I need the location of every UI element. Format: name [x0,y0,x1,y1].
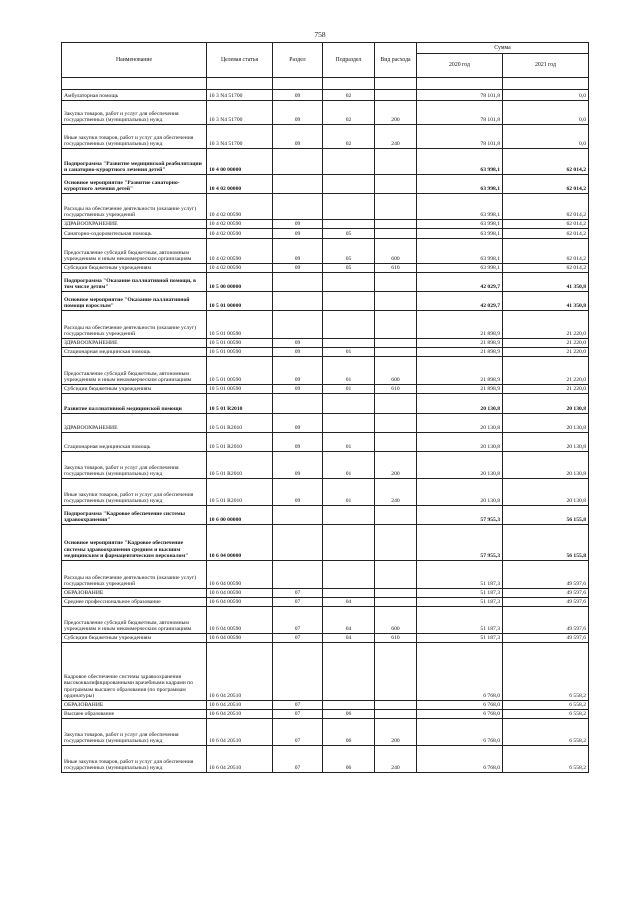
row-subsection: 04 [323,598,375,607]
row-expense-type [375,414,417,433]
row-name: ЗДРАВООХРАНЕНИЕ [62,220,207,229]
row-expense-type [375,229,417,239]
table-row [62,175,589,194]
row-sum-2021: 21 220,0 [503,357,589,385]
row-expense-type: 240 [375,479,417,506]
row-sum-2021: 62 014,2 [503,239,589,264]
row-sum-2021: 6 558,2 [503,710,589,719]
table-row [62,607,589,634]
row-sum-2020: 63 998,1 [417,239,503,264]
row-target-code: 10 4 00 00000 [207,149,273,175]
row-expense-type [375,433,417,452]
row-name: Основное мероприятие "Развитие санаторно-курортного лечения детей" [62,175,207,194]
row-subsection: 06 [323,746,375,773]
row-section: 09 [273,452,323,479]
table-row [62,264,589,273]
row-expense-type [375,710,417,719]
row-name: Иные закупки товаров, работ и услуг для обеспечения государственных (муниципальных) нужд [62,746,207,773]
row-section [273,643,323,701]
row-expense-type [375,506,417,525]
row-target-code: 10 3 N4 51700 [207,90,273,101]
row-subsection: 02 [323,101,375,125]
row-section: 09 [273,433,323,452]
row-name: Амбулаторная помощь [62,90,207,101]
row-sum-2020: 6 768,0 [417,701,503,710]
row-sum-2020: 78 101,8 [417,125,503,149]
row-sum-2021: 56 155,8 [503,506,589,525]
row-sum-2021: 21 220,0 [503,348,589,357]
row-target-code: 10 6 04 00000 [207,525,273,561]
row-sum-2020: 20 130,8 [417,433,503,452]
row-name: Подпрограмма "Оказание паллиативной помощи, в том числе детям" [62,273,207,292]
row-name: Субсидии бюджетным учреждениям [62,634,207,643]
row-name: Иные закупки товаров, работ и услуг для обеспечения государственных (муниципальных) нужд [62,125,207,149]
table-row [62,229,589,239]
row-sum-2020: 6 768,0 [417,746,503,773]
table-row [62,433,589,452]
row-expense-type [375,90,417,101]
row-target-code: 10 6 04 20510 [207,719,273,746]
row-sum-2021: 6 558,2 [503,643,589,701]
row-target-code: 10 4 02 00590 [207,239,273,264]
table-row [62,357,589,385]
row-subsection: 04 [323,634,375,643]
row-sum-2020: 42 029,7 [417,273,503,292]
row-name: Высшее образование [62,710,207,719]
row-section: 07 [273,746,323,773]
row-name: Основное мероприятие "Оказание паллиативной помощи взрослым" [62,292,207,311]
row-subsection [323,220,375,229]
row-sum-2020: 63 998,1 [417,149,503,175]
row-expense-type [375,598,417,607]
table-row [62,101,589,125]
row-expense-type: 200 [375,101,417,125]
row-target-code: 10 6 04 20510 [207,701,273,710]
table-row [62,194,589,220]
row-target-code: 10 6 04 00590 [207,561,273,589]
table-row [62,506,589,525]
row-name: Среднее профессиональное образование [62,598,207,607]
row-expense-type [375,175,417,194]
row-name: Кадровое обеспечение системы здравоохранения высококвалифицированными врачебными кадрами по программам высшего образования (по программам ординатуры) [62,643,207,701]
row-sum-2020: 51 187,3 [417,589,503,598]
row-sum-2021: 0,0 [503,125,589,149]
header-subsection: Подраздел [323,43,375,78]
row-sum-2020: 21 898,9 [417,339,503,348]
table-row [62,239,589,264]
row-expense-type [375,348,417,357]
row-expense-type: 610 [375,385,417,394]
row-sum-2020: 51 187,3 [417,634,503,643]
row-sum-2020: 21 898,9 [417,348,503,357]
row-subsection [323,561,375,589]
row-name: Стационарная медицинская помощь [62,433,207,452]
row-expense-type: 600 [375,239,417,264]
header-year-2020: 2020 год [417,54,503,78]
row-section: 07 [273,719,323,746]
row-target-code: 10 4 02 00590 [207,229,273,239]
row-sum-2020: 21 898,9 [417,357,503,385]
row-section: 09 [273,220,323,229]
row-subsection [323,311,375,339]
row-sum-2021: 49 597,6 [503,561,589,589]
row-sum-2020: 57 955,3 [417,506,503,525]
row-sum-2021: 62 014,2 [503,264,589,273]
row-expense-type: 200 [375,452,417,479]
row-sum-2020: 6 768,0 [417,719,503,746]
row-target-code: 10 3 N4 51700 [207,101,273,125]
row-target-code: 10 5 01 00590 [207,339,273,348]
table-row [62,643,589,701]
row-sum-2021: 20 130,8 [503,433,589,452]
page-number: 758 [314,30,326,39]
row-sum-2021: 0,0 [503,90,589,101]
row-target-code: 10 5 00 00000 [207,273,273,292]
row-subsection: 01 [323,357,375,385]
row-section [273,149,323,175]
header-section: Раздел [273,43,323,78]
row-subsection: 01 [323,479,375,506]
row-sum-2021: 56 155,8 [503,525,589,561]
row-target-code: 10 4 02 00590 [207,220,273,229]
row-target-code: 10 6 04 00590 [207,598,273,607]
row-sum-2021: 49 597,6 [503,598,589,607]
row-sum-2021: 49 597,6 [503,607,589,634]
row-section: 09 [273,101,323,125]
row-name: Основное мероприятие "Кадровое обеспечение системы здравоохранения средним и высшим медицинским и фармацевтическим персоналом" [62,525,207,561]
row-target-code: 10 6 04 00590 [207,607,273,634]
row-expense-type [375,149,417,175]
row-target-code: 10 5 01 00590 [207,311,273,339]
row-section: 09 [273,239,323,264]
row-name: ОБРАЗОВАНИЕ [62,701,207,710]
row-expense-type [375,311,417,339]
row-subsection [323,273,375,292]
row-name: Подпрограмма "Кадровое обеспечение системы здравоохранения" [62,506,207,525]
row-section: 09 [273,357,323,385]
table-row [62,273,589,292]
row-name: Подпрограмма "Развитие медицинской реабилитации и санаторно-курортного лечения детей" [62,149,207,175]
row-section: 09 [273,229,323,239]
row-section [273,506,323,525]
row-sum-2020: 78 101,8 [417,90,503,101]
row-subsection: 01 [323,348,375,357]
table-row [62,292,589,311]
row-name: Развитие паллиативной медицинской помощи [62,394,207,414]
row-name: ОБРАЗОВАНИЕ [62,589,207,598]
table-row [62,589,589,598]
header-name: Наименование [62,43,207,78]
row-target-code: 10 5 01 00590 [207,348,273,357]
row-target-code: 10 5 01 R2010 [207,394,273,414]
table-row [62,339,589,348]
row-sum-2021: 21 220,0 [503,339,589,348]
table-row [62,414,589,433]
table-row [62,394,589,414]
table-row [62,710,589,719]
row-sum-2020: 63 998,1 [417,194,503,220]
table-row [62,634,589,643]
row-target-code: 10 4 02 00590 [207,264,273,273]
row-sum-2020: 51 187,3 [417,598,503,607]
row-subsection [323,149,375,175]
row-target-code: 10 5 01 R2010 [207,479,273,506]
row-name: Расходы на обеспечение деятельности (оказание услуг) государственных учреждений [62,311,207,339]
row-name: ЗДРАВООХРАНЕНИЕ [62,414,207,433]
row-sum-2021: 62 014,2 [503,149,589,175]
row-target-code: 10 6 04 00590 [207,634,273,643]
row-sum-2021: 21 220,0 [503,311,589,339]
row-expense-type [375,339,417,348]
row-target-code: 10 3 N4 51700 [207,125,273,149]
header-target: Целевая статья [207,43,273,78]
table-row [62,598,589,607]
table-row [62,348,589,357]
table-row [62,149,589,175]
row-subsection [323,339,375,348]
row-subsection [323,701,375,710]
row-subsection: 05 [323,229,375,239]
row-expense-type [375,589,417,598]
row-subsection: 06 [323,710,375,719]
row-sum-2021: 0,0 [503,101,589,125]
table-row [62,561,589,589]
budget-table [61,42,589,773]
row-name: Иные закупки товаров, работ и услуг для обеспечения государственных (муниципальных) нужд [62,479,207,506]
row-section: 09 [273,339,323,348]
row-expense-type [375,220,417,229]
row-expense-type: 600 [375,607,417,634]
row-subsection: 06 [323,719,375,746]
row-name: Расходы на обеспечение деятельности (оказание услуг) государственных учреждений [62,561,207,589]
row-section: 09 [273,414,323,433]
row-sum-2020: 20 130,8 [417,414,503,433]
row-section: 07 [273,710,323,719]
row-section: 07 [273,589,323,598]
row-sum-2021: 20 130,8 [503,452,589,479]
row-sum-2020: 63 998,1 [417,220,503,229]
row-expense-type [375,643,417,701]
row-sum-2020: 63 998,1 [417,229,503,239]
table-row [62,90,589,101]
row-subsection [323,175,375,194]
row-sum-2020: 6 768,0 [417,643,503,701]
table-row [62,701,589,710]
header-sum: Сумма [417,43,589,54]
row-target-code: 10 5 01 00000 [207,292,273,311]
row-section: 09 [273,125,323,149]
table-row [62,125,589,149]
row-expense-type: 240 [375,125,417,149]
row-expense-type: 240 [375,746,417,773]
row-target-code: 10 6 00 00000 [207,506,273,525]
row-expense-type [375,701,417,710]
row-section [273,525,323,561]
row-sum-2021: 41 350,8 [503,273,589,292]
row-name: Предоставление субсидий бюджетным, автономным учреждениям и иным некоммерческим организациям [62,607,207,634]
row-sum-2020: 57 955,3 [417,525,503,561]
row-name: Субсидии бюджетным учреждениям [62,264,207,273]
row-name: Закупка товаров, работ и услуг для обеспечения государственных (муниципальных) нужд [62,452,207,479]
row-subsection [323,525,375,561]
row-sum-2021: 62 014,2 [503,175,589,194]
row-sum-2020: 63 998,1 [417,175,503,194]
row-name: Закупка товаров, работ и услуг для обеспечения государственных (муниципальных) нужд [62,101,207,125]
row-sum-2021: 6 558,2 [503,701,589,710]
table-row [62,220,589,229]
row-target-code: 10 5 01 00590 [207,385,273,394]
row-sum-2021: 21 220,0 [503,385,589,394]
table-body [62,90,589,773]
row-section: 09 [273,385,323,394]
table-row [62,452,589,479]
row-subsection: 04 [323,607,375,634]
row-expense-type: 610 [375,264,417,273]
row-expense-type [375,273,417,292]
row-sum-2020: 20 130,8 [417,479,503,506]
row-section: 09 [273,348,323,357]
row-expense-type: 610 [375,634,417,643]
row-section: 07 [273,607,323,634]
row-name: Субсидии бюджетным учреждениям [62,385,207,394]
row-section: 09 [273,479,323,506]
row-target-code: 10 5 01 00590 [207,357,273,385]
row-sum-2021: 20 130,8 [503,479,589,506]
row-sum-2020: 51 187,3 [417,607,503,634]
table-row [62,311,589,339]
row-sum-2020: 78 101,8 [417,101,503,125]
row-section [273,292,323,311]
row-target-code: 10 4 02 00000 [207,175,273,194]
header-year-2021: 2021 год [503,54,589,78]
row-name: Стационарная медицинская помощь [62,348,207,357]
row-target-code: 10 6 04 00590 [207,589,273,598]
row-sum-2021: 62 014,2 [503,220,589,229]
row-sum-2021: 6 558,2 [503,719,589,746]
row-sum-2021: 49 597,6 [503,589,589,598]
row-expense-type [375,292,417,311]
row-sum-2020: 20 130,8 [417,452,503,479]
row-section: 07 [273,701,323,710]
row-section [273,273,323,292]
row-sum-2021: 20 130,8 [503,394,589,414]
row-name: Санаторно-оздоровительная помощь [62,229,207,239]
row-target-code: 10 5 01 R2010 [207,414,273,433]
row-name: Расходы на обеспечение деятельности (оказание услуг) государственных учреждений [62,194,207,220]
row-subsection [323,643,375,701]
row-sum-2020: 20 130,8 [417,394,503,414]
row-name: Закупка товаров, работ и услуг для обеспечения государственных (муниципальных) нужд [62,719,207,746]
row-sum-2021: 49 597,6 [503,634,589,643]
row-target-code: 10 5 01 R2010 [207,433,273,452]
row-target-code: 10 6 04 20510 [207,746,273,773]
row-section: 07 [273,634,323,643]
row-sum-2021: 62 014,2 [503,194,589,220]
row-name: ЗДРАВООХРАНЕНИЕ [62,339,207,348]
row-name: Предоставление субсидий бюджетным, автономным учреждениям и иным некоммерческим организациям [62,239,207,264]
row-sum-2020: 51 187,3 [417,561,503,589]
row-name: Предоставление субсидий бюджетным, автономным учреждениям и иным некоммерческим организациям [62,357,207,385]
row-subsection [323,394,375,414]
row-section: 07 [273,598,323,607]
table-row [62,719,589,746]
table-row [62,385,589,394]
row-subsection: 02 [323,125,375,149]
row-subsection [323,414,375,433]
table-row [62,479,589,506]
table-row [62,525,589,561]
row-section: 09 [273,264,323,273]
row-section [273,194,323,220]
row-subsection: 01 [323,385,375,394]
row-section [273,175,323,194]
row-sum-2020: 42 029,7 [417,292,503,311]
row-sum-2021: 20 130,8 [503,414,589,433]
row-section [273,561,323,589]
row-target-code: 10 6 04 20510 [207,710,273,719]
row-subsection: 02 [323,90,375,101]
row-sum-2021: 41 350,8 [503,292,589,311]
row-target-code: 10 6 04 20510 [207,643,273,701]
table-header [62,43,589,90]
row-subsection [323,292,375,311]
row-expense-type: 200 [375,719,417,746]
row-sum-2020: 21 898,9 [417,385,503,394]
header-expense-type: Вид расхода [375,43,417,78]
row-sum-2020: 21 898,9 [417,311,503,339]
row-expense-type [375,194,417,220]
row-sum-2021: 6 558,2 [503,746,589,773]
row-expense-type [375,561,417,589]
row-section [273,394,323,414]
row-subsection [323,589,375,598]
row-sum-2020: 63 998,1 [417,264,503,273]
row-section: 09 [273,90,323,101]
row-expense-type: 600 [375,357,417,385]
row-subsection [323,194,375,220]
row-expense-type [375,394,417,414]
row-section [273,311,323,339]
row-sum-2020: 6 768,0 [417,710,503,719]
row-subsection: 01 [323,433,375,452]
row-target-code: 10 5 01 R2010 [207,452,273,479]
row-expense-type [375,525,417,561]
row-subsection: 05 [323,264,375,273]
table-row [62,746,589,773]
row-subsection: 05 [323,239,375,264]
row-subsection: 01 [323,452,375,479]
row-subsection [323,506,375,525]
row-target-code: 10 4 02 00590 [207,194,273,220]
row-sum-2021: 62 014,2 [503,229,589,239]
